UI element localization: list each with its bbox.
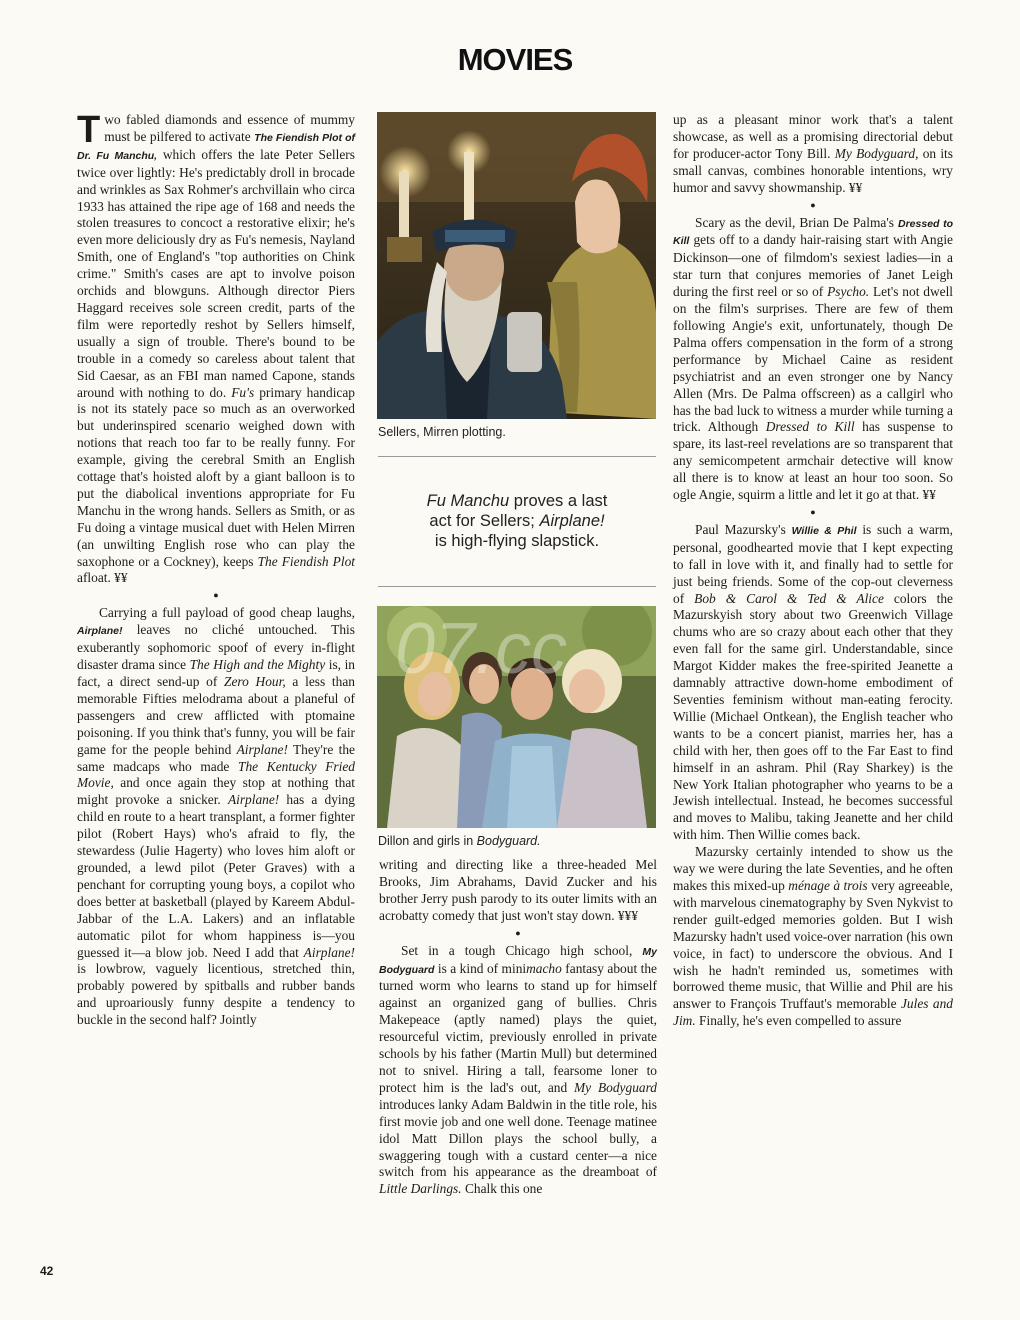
section-separator: ●	[213, 590, 219, 601]
article-column-2	[379, 857, 657, 1198]
section-separator: ●	[515, 927, 521, 938]
willie-and-phil-review: Paul Mazursky's Willie & Phil is such a warm, personal, goodhearted movie that I kept expecting to fall in love with it, and finally had to settle for just being friends. Some of the cop-out cleverness of Bob & Carol & Ted & Alice colors the Mazurskyish story about two Greenwich Village chums who are so crazy about each other that they even fall for the same girl. Understandable, since Margot Kidder makes the free-spirited Jeanette a damnably attractive down-home embodiment of Seventies feminism without man-eating ferocity. Willie (Michael Ontkean), the English teacher who wants to be a concert pianist, marries her, has a child with her, then goes off to the Far East to find himself in an ashram. Phil (Ray Sharkey) is the New York Italian photographer who yearns to be a Jewish intellectual. Instead, he becomes successful and moves to Malibu, taking Jeanette and her child with him. Then Willie comes back.	[673, 521, 954, 843]
watermark-text: 07.cc	[395, 609, 568, 689]
section-separator: ●	[810, 199, 816, 210]
film-title: Dressed to Kill	[673, 217, 953, 248]
willie-and-phil-review-part-2: Mazursky certainly intended to show us the way we were during the late Seventies, and he often makes this mixed-up ménage à trois very agreeable, with marvelous cinematography by Sven Nykvist to render guilt-edged memories golden. But I wish Mazursky hadn't used voice-over narration (his own voice, in fact) to underscore the obvious. And I wish he hadn't reminded us, sometimes with borrowed theme music, that Willie and Phil are his answer to François Truffaut's memorable Jules and Jim. Finally, he's even compelled to assure	[673, 844, 953, 1029]
photo-caption-bodyguard: Dillon and girls in Bodyguard.	[378, 834, 541, 848]
fu-manchu-still-image	[377, 112, 656, 419]
section-title: MOVIES	[457, 42, 573, 77]
pull-quote: Fu Manchu proves a last act for Sellers; Airplane! is high-flying slapstick.	[426, 492, 608, 550]
drop-cap: T	[77, 109, 101, 151]
bodyguard-photo	[377, 606, 656, 828]
fu-manchu-photo	[377, 112, 656, 419]
pull-quote-title: Fu Manchu	[426, 492, 510, 510]
dressed-to-kill-review: Scary as the devil, Brian De Palma's Dressed to Kill gets off to a dandy hair-raising start with Angie Dickinson—one of filmdom's sexiest ladies—in a star turn that conjures memories of Janet Leigh during the first reel or so of Psycho. Let's not dwell on the film's surprises. There are few of them following Angie's exit, unfortunately, though De Palma offers compensation in the form of a strong performance by Michael Caine as resident psychiatrist and an even stronger one by Nancy Allen (Mrs. De Palma offscreen) as a callgirl who has the bad luck to witness a murder while turning a trick. Although Dressed to Kill has suspense to spare, its last-reel revelations are so transparent that any semicompetent armchair detective will know all there is to know at least an hour too soon. So ogle Angie, squirm a little and let it go at that. ¥¥	[673, 214, 954, 503]
my-bodyguard-review: Set in a tough Chicago high school, My Bodyguard is a kind of minimacho fantasy about the turned worm who learns to stand up for himself against an organized gang of bullies. Chris Makepeace (aptly named) plays the quiet, resourceful victim, previously enrolled in private schools by his father (Martin Mull) but determined not to snivel. Hiring a tall, fearsome loner to protect him is the lad's out, and My Bodyguard introduces lanky Adam Baldwin in the title role, his first movie job and one well done. Teenage matinee idol Matt Dillon plays the school bully, a swaggering tough with a custard center—a nice switch from his appearance as the dreamboat of Little Darlings. Chalk this one	[379, 942, 657, 1197]
airplane-review-continued: writing and directing like a three-headed Mel Brooks, Jim Abrahams, David Zucker and his brother Jerry push parody to its outer limits with an acrobatty comedy that just won't stay down. ¥¥¥	[379, 857, 657, 923]
rating: afloat. ¥¥	[77, 570, 128, 586]
section-separator: ●	[810, 506, 816, 517]
film-title: Willie & Phil	[791, 524, 857, 537]
my-bodyguard-review-continued: up as a pleasant minor work that's a talent showcase, as well as a promising directorial debut for producer-actor Tony Bill. My Bodyguard, on its small canvas, combines honorable intentions, wry humor and savvy showmanship. ¥¥	[673, 112, 953, 195]
film-title: The Fiendish Plot of Dr. Fu Manchu,	[77, 131, 355, 162]
divider-bottom	[378, 586, 656, 587]
film-title: My Bodyguard	[379, 945, 657, 976]
airplane-review: Carrying a full payload of good cheap laughs, Airplane! leaves no cliché untouched. This exuberantly sophomoric spoof of every in-flight disaster drama since The High and the Mighty is, in fact, a direct send-up of Zero Hour, a less than memorable Fifties melodrama about a planeful of passengers and crew afflicted with ptomaine poisoning. If you think that's funny, you will be fair game for the people behind Airplane! They're the same madcaps who made The Kentucky Fried Movie, and once again they stop at nothing that might provoke a snicker. Airplane! has a dying child en route to a heart transplant, a former fighter pilot (Robert Hays) who's afraid to fly, the stewardess (Julie Hagerty) who loves him aloft or grounded, a lewd pilot (Peter Graves) with a penchant for corrupting young boys, a copilot who does better at basketball (played by Kareem Abdul-Jabbar of the L.A. Lakers) and an inflatable automatic pilot for whom happiness is—you guessed it—a blow job. Need I add that Airplane! is lowbrow, vaguely licentious, stretched thin, probably powered by spitballs and rubber bands and uproariously funny despite a tendency to buckle in the second half? Jointly	[77, 605, 356, 1028]
film-title: Airplane!	[77, 625, 123, 638]
page-number: 42	[40, 1264, 54, 1278]
article-column-3	[673, 112, 953, 1030]
bodyguard-still-image	[377, 606, 656, 828]
photo-caption-fu-manchu: Sellers, Mirren plotting.	[378, 425, 506, 439]
divider-top	[378, 456, 656, 457]
article-column-1	[77, 109, 356, 1029]
fu-manchu-review: Two fabled diamonds and essence of mummy must be pilfered to activate The Fiendish Plot of Dr. Fu Manchu, which offers the late Peter Sellers twice over lightly: He's predictably droll in brocade and wrinkles as Sax Rohmer's archvillain who circa 1933 has attained the ripe age of 168 and needs the stolen treasures to concoct a restorative elixir; he's even more deliciously dry as Fu's nemesis, Nayland Smith, one of England's "top authorities on Chink crime." Smith's cases are apt to involve poison orchids and blowguns. Although director Piers Haggard receives sole screen credit, parts of the film were reportedly reshot by Sellers himself, usually a sign of trouble. There's bound to be trouble in a comedy so careless about talent that Sid Caesar, as an FBI man named Capone, stands around with nothing to do. Fu's primary handicap is not its stately pace so much as an overworked but underinspired scenario weighed down with notions that reach too far to be really funny. For example, giving the cerebral Smith an English cottage that's hoisted aloft by a giant balloon is to put the diabolical inventions appropriate for Fu Manchu in the wrong hands. Sellers as Smith, or as Fu doing a vintage musical duet with Helen Mirren (an unwilting English rose who can play the saxophone or a Cockney), keeps The Fiendish Plot afloat. ¥¥	[77, 109, 355, 586]
